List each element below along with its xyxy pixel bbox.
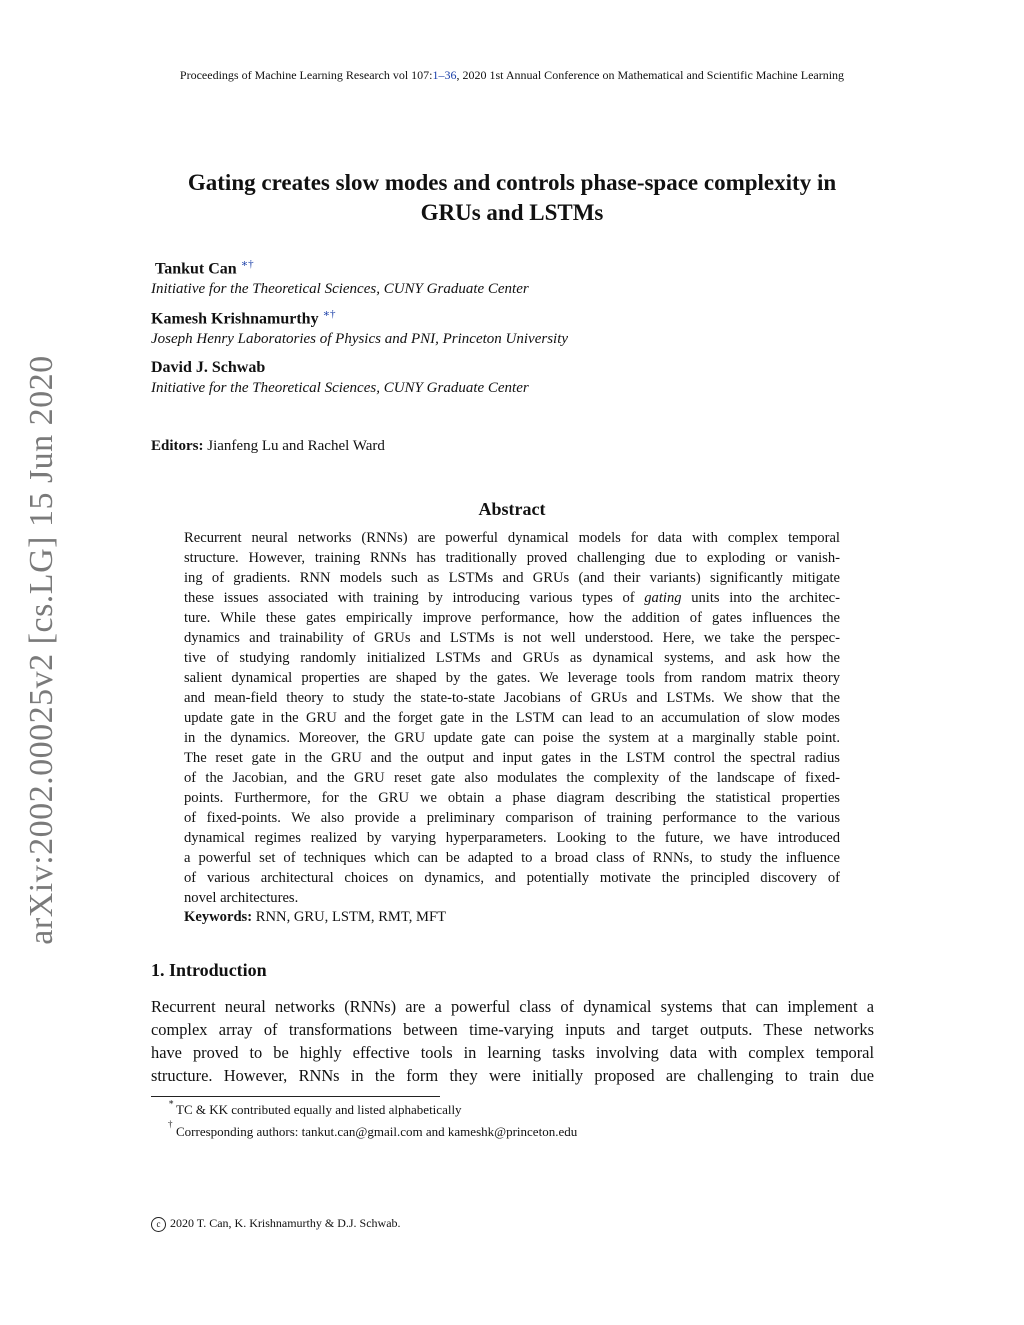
abstract-heading: Abstract	[478, 499, 546, 519]
running-head	[0, 68, 1024, 83]
emphasized-term: gating	[644, 590, 682, 606]
arxiv-identifier-stamp: arXiv:2002.00025v2 [cs.LG] 15 Jun 2020	[23, 355, 60, 945]
section-body	[151, 995, 874, 1087]
author-footnote-marks[interactable]: ∗†	[322, 308, 336, 320]
running-head-prefix: Proceedings of Machine Learning Research vol 107:	[179, 68, 433, 82]
copyright-line	[151, 1216, 401, 1232]
abstract-line: of fixed-points. We also provide a preliminary comparison of training performance to the various	[184, 810, 840, 826]
copyright-icon: c	[151, 1217, 166, 1232]
section-heading: 1. Introduction	[151, 960, 267, 980]
footnote-text: Corresponding authors: tankut.can@gmail.com and kameshk@princeton.edu	[176, 1124, 578, 1139]
keywords-label: Keywords:	[184, 909, 253, 925]
abstract-line-tail: units into the architec-	[691, 590, 841, 606]
abstract-line	[184, 588, 840, 608]
abstract-line: points. Furthermore, for the GRU we obtain a phase diagram describing the statistical properties	[184, 790, 840, 806]
abstract-line: The reset gate in the GRU and the output and input gates in the LSTM control the spectral radius	[184, 750, 840, 766]
footnote-mark: ∗	[168, 1097, 175, 1107]
author-affiliation: Initiative for the Theoretical Sciences, CUNY Graduate Center	[151, 380, 529, 396]
author-affiliation: Initiative for the Theoretical Sciences, CUNY Graduate Center	[151, 281, 529, 298]
author-name: Tankut Can	[155, 260, 237, 278]
abstract-line-head: these issues associated with training by introducing various types of	[184, 590, 635, 606]
abstract-line: and mean-field theory to study the state-to-state Jacobians of GRUs and LSTMs. We show that the	[184, 690, 840, 706]
abstract-body	[184, 528, 840, 908]
abstract-line: structure. However, training RNNs has traditionally proved challenging due to exploding or vanish-	[184, 550, 840, 566]
author-name: David J. Schwab	[151, 359, 266, 376]
author-block	[151, 358, 529, 398]
abstract-line: in the dynamics. Moreover, the GRU update gate can poise the system at a marginally stable point.	[184, 730, 840, 746]
keywords-text: RNN, GRU, LSTM, RMT, MFT	[255, 909, 447, 925]
copyright-text: 2020 T. Can, K. Krishnamurthy & D.J. Schwab.	[170, 1216, 401, 1230]
author-block	[151, 254, 529, 299]
paper-title	[150, 168, 874, 228]
editors-line	[151, 438, 385, 455]
footnote-divider	[151, 1096, 440, 1097]
abstract-line: tive of studying randomly initialized LSTMs and GRUs as dynamical systems, and ask how the	[184, 650, 840, 666]
abstract-line: dynamical regimes realized by varying hyperparameters. Looking to the future, we have introduced	[184, 830, 840, 846]
footnote	[168, 1097, 462, 1118]
abstract-line: salient dynamical properties are shaped by the gates. We leverage tools from random matrix theory	[184, 670, 840, 686]
body-line: structure. However, RNNs in the form they were initially proposed are challenging to train due	[151, 1066, 874, 1085]
abstract-line: of the Jacobian, and the GRU reset gate also modulates the complexity of the landscape of fixed-	[184, 770, 840, 786]
footnote-text: TC & KK contributed equally and listed alphabetically	[176, 1102, 462, 1117]
abstract-line: update gate in the GRU and the forget gate in the LSTM can lead to an accumulation of slow modes	[184, 710, 840, 726]
abstract-line: of various architectural choices on dynamics, and potentially motivate the principled discovery of	[184, 870, 840, 886]
author-name: Kamesh Krishnamurthy	[151, 310, 319, 328]
body-line: complex array of transformations between time-varying inputs and target outputs. These networks	[151, 1020, 874, 1039]
running-head-suffix: , 2020 1st Annual Conference on Mathematical and Scientific Machine Learning	[456, 68, 845, 82]
title-line-2: GRUs and LSTMs	[420, 200, 604, 225]
author-footnote-marks[interactable]: ∗†	[240, 258, 254, 270]
abstract-line: ing of gradients. RNN models such as LSTMs and GRUs (and their variants) significantly mitigate	[184, 570, 840, 586]
footnote-mark: †	[168, 1119, 173, 1129]
editors-label: Editors:	[151, 438, 204, 454]
body-line: Recurrent neural networks (RNNs) are a powerful class of dynamical systems that can implement a	[151, 997, 874, 1016]
abstract-line: dynamics and trainability of GRUs and LSTMs is not well understood. Here, we take the perspec-	[184, 630, 840, 646]
keywords-line	[184, 909, 446, 926]
abstract-line: Recurrent neural networks (RNNs) are powerful dynamical models for data with complex temporal	[184, 530, 840, 546]
author-affiliation: Joseph Henry Laboratories of Physics and PNI, Princeton University	[151, 331, 569, 348]
body-line: have proved to be highly effective tools in learning tasks involving data with complex temporal	[151, 1043, 874, 1062]
author-block	[151, 304, 568, 349]
abstract-line: a powerful set of techniques which can be adapted to a broad class of RNNs, to study the influence	[184, 850, 840, 866]
abstract-line: novel architectures.	[184, 890, 299, 906]
editors-names: Jianfeng Lu and Rachel Ward	[207, 438, 385, 454]
abstract-line: ture. While these gates empirically improve performance, how the addition of gates influences the	[184, 610, 840, 626]
page-range-link[interactable]: 1–36	[432, 68, 457, 82]
title-line-1: Gating creates slow modes and controls phase-space complexity in	[187, 170, 837, 195]
footnote	[168, 1119, 578, 1140]
